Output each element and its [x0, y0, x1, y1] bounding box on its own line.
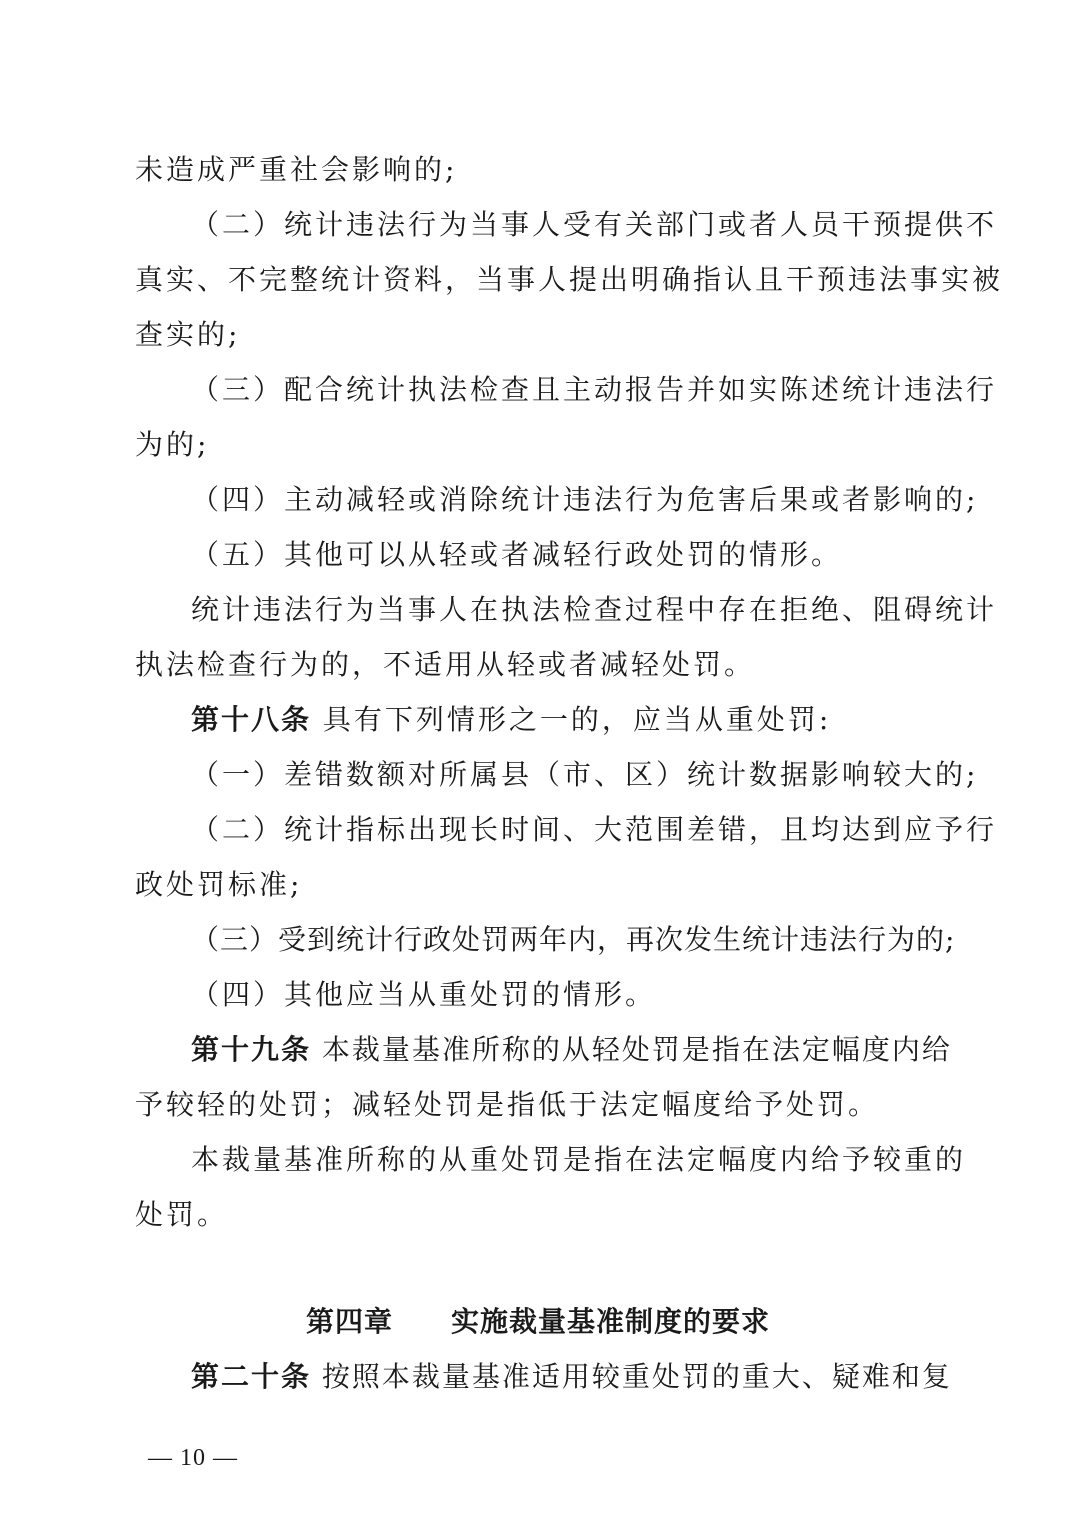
- paragraph-line: 未造成严重社会影响的;: [135, 153, 458, 186]
- paragraph-line: 查实的;: [135, 318, 241, 351]
- paragraph-line: （一）差错数额对所属县（市、区）统计数据影响较大的;: [191, 758, 979, 791]
- article-18: [135, 692, 941, 747]
- article-text: 按照本裁量基准适用较重处罚的重大、疑难和复: [321, 1360, 952, 1393]
- paragraph-line: 真实、不完整统计资料，当事人提出明确指认且干预违法事实被: [135, 263, 1004, 296]
- paragraph-line: （五）其他可以从轻或者减轻行政处罚的情形。: [191, 538, 843, 571]
- article-20: [135, 1349, 952, 1404]
- article-19: [135, 1022, 952, 1077]
- paragraph-line: （二）统计违法行为当事人受有关部门或者人员干预提供不: [191, 208, 998, 241]
- paragraph-line: 为的;: [135, 428, 210, 461]
- paragraph-line: （二）统计指标出现长时间、大范围差错，且均达到应予行: [191, 813, 998, 846]
- article-text: 具有下列情形之一的，应当从重处罚:: [322, 703, 832, 736]
- document-body: [135, 142, 1004, 1404]
- article-title: 第十九条: [191, 1033, 312, 1066]
- paragraph-line: （三）配合统计执法检查且主动报告并如实陈述统计违法行: [191, 373, 998, 406]
- paragraph-line: 统计违法行为当事人在执法检查过程中存在拒绝、阻碍统计: [191, 593, 998, 626]
- paragraph-line: 执法检查行为的，不适用从轻或者减轻处罚。: [135, 648, 756, 681]
- paragraph-line: （四）其他应当从重处罚的情形。: [191, 978, 657, 1011]
- paragraph-line: 本裁量基准所称的从重处罚是指在法定幅度内给予较重的: [191, 1143, 967, 1176]
- paragraph-line: （三）受到统计行政处罚两年内，再次发生统计违法行为的;: [191, 923, 956, 956]
- article-text: 本裁量基准所称的从轻处罚是指在法定幅度内给: [321, 1033, 952, 1066]
- paragraph-line: （四）主动减轻或消除统计违法行为危害后果或者影响的;: [191, 483, 979, 516]
- chapter-heading: 第四章 实施裁量基准制度的要求: [305, 1305, 770, 1338]
- page-number: — 10 —: [148, 1445, 238, 1471]
- paragraph-line: 予较轻的处罚；减轻处罚是指低于法定幅度给予处罚。: [135, 1088, 880, 1121]
- paragraph-line: 政处罚标准;: [135, 868, 303, 901]
- paragraph-line: 处罚。: [135, 1198, 229, 1231]
- article-title: 第二十条: [191, 1360, 312, 1393]
- article-title: 第十八条: [191, 703, 312, 736]
